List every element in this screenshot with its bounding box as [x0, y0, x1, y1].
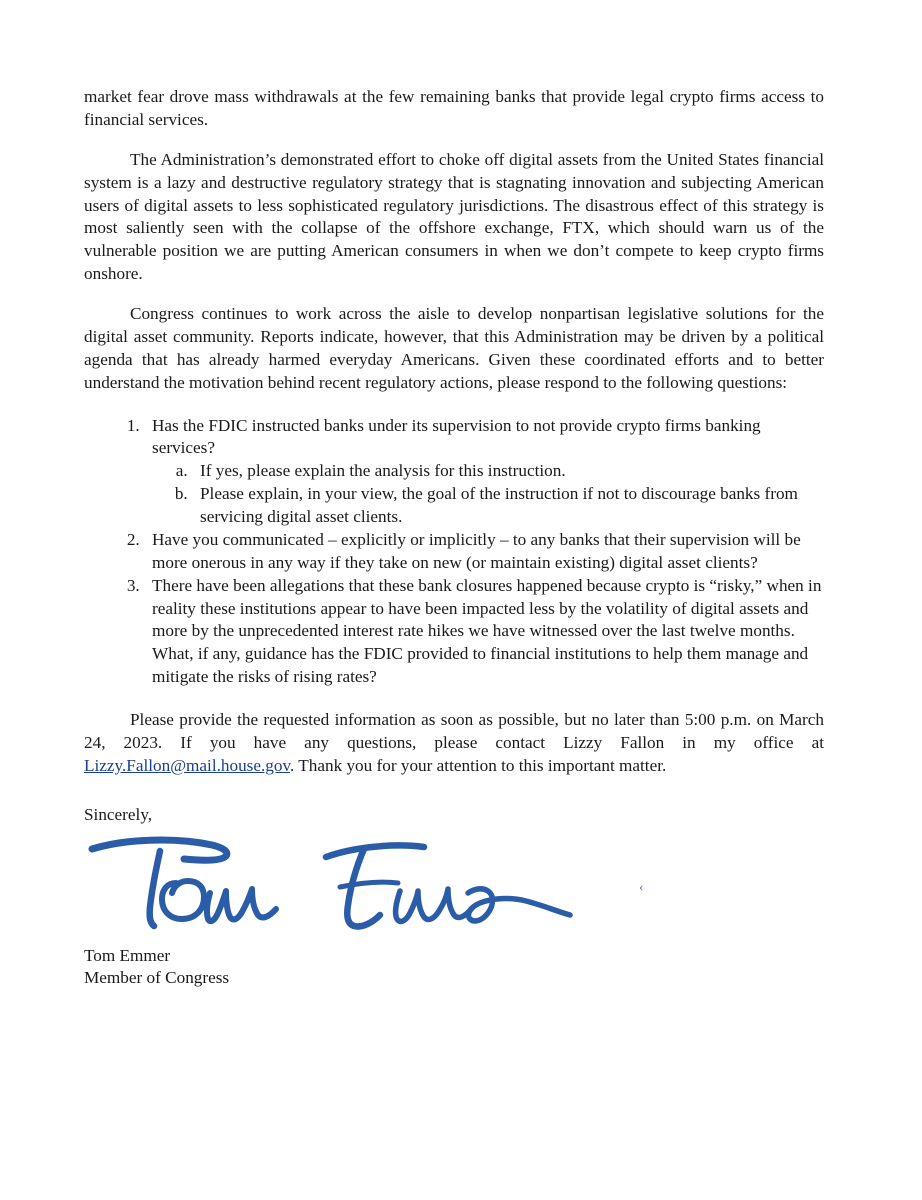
closing-text-before-link: Please provide the requested information as soon as possible, but no later than 5:00 p.m. on March 24, 2023. If you have any questions, please contact Lizzy Fallon in my office at [84, 710, 824, 752]
question-subitem: a. If yes, please explain the analysis for this instruction. [192, 460, 824, 483]
question-item: 2. Have you communicated – explicitly or implicitly – to any banks that their supervision will be more onerous in any way if they take on new (or maintain existing) digital asset clients? [144, 529, 824, 575]
closing-paragraph [84, 709, 824, 778]
signature-flourish-mark: ‹ [639, 878, 644, 894]
sincerely-line: Sincerely, [84, 804, 153, 824]
question-text: Has the FDIC instructed banks under its supervision to not provide crypto firms banking services? [152, 415, 761, 458]
signer-name: Tom Emmer [84, 945, 171, 965]
questions-list-block [106, 415, 824, 690]
signer-title: Member of Congress [84, 968, 230, 988]
question-subitems [152, 460, 824, 529]
closing-paragraph-block [84, 709, 824, 778]
signature-block [84, 945, 824, 990]
letter-body [84, 86, 824, 990]
paragraph-administration-effort: The Administration’s demonstrated effort to choke off digital assets from the United States financial system is a lazy and destructive regulatory strategy that is stagnating innovation and subjecting American users of digital assets to less sophisticated regulatory jurisdictions. The disastrous effect of this strategy is most saliently seen with the collapse of the offshore exchange, FTX, which should warn us of the vulnerable position we are putting American consumers in when we don’t compete to keep crypto firms onshore. [84, 149, 824, 284]
paragraph-congress-works: Congress continues to work across the aisle to develop nonpartisan legislative solutions for the digital asset community. Reports indicate, however, that this Administration may be driven by a political agenda that has already harmed everyday Americans. Given these coordinated efforts and to better understand the motivation behind recent regulatory actions, please respond to the following questions: [84, 304, 824, 392]
contact-email-link[interactable]: Lizzy.Fallon@mail.house.gov [84, 755, 290, 775]
signature-area [64, 831, 824, 951]
paragraph-continuation: market fear drove mass withdrawals at the few remaining banks that provide legal crypto firms access to financial services. [84, 87, 824, 129]
question-item: 3. There have been allegations that these bank closures happened because crypto is “risky,” when in reality these institutions appear to have been impacted less by the volatility of digital assets and more by the unprecedented interest rate hikes we have witnessed over the last twelve months. What, if any, guidance has the FDIC provided to financial institutions to help them manage and mitigate the risks of rising rates? [144, 575, 824, 689]
closing-text-after-link: . Thank you for your attention to this important matter. [289, 755, 667, 775]
question-subitem: b. Please explain, in your view, the goal of the instruction if not to discourage banks from servicing digital asset clients. [192, 483, 824, 529]
questions-list [106, 415, 824, 690]
signature-image [64, 831, 684, 946]
question-item [144, 415, 824, 529]
